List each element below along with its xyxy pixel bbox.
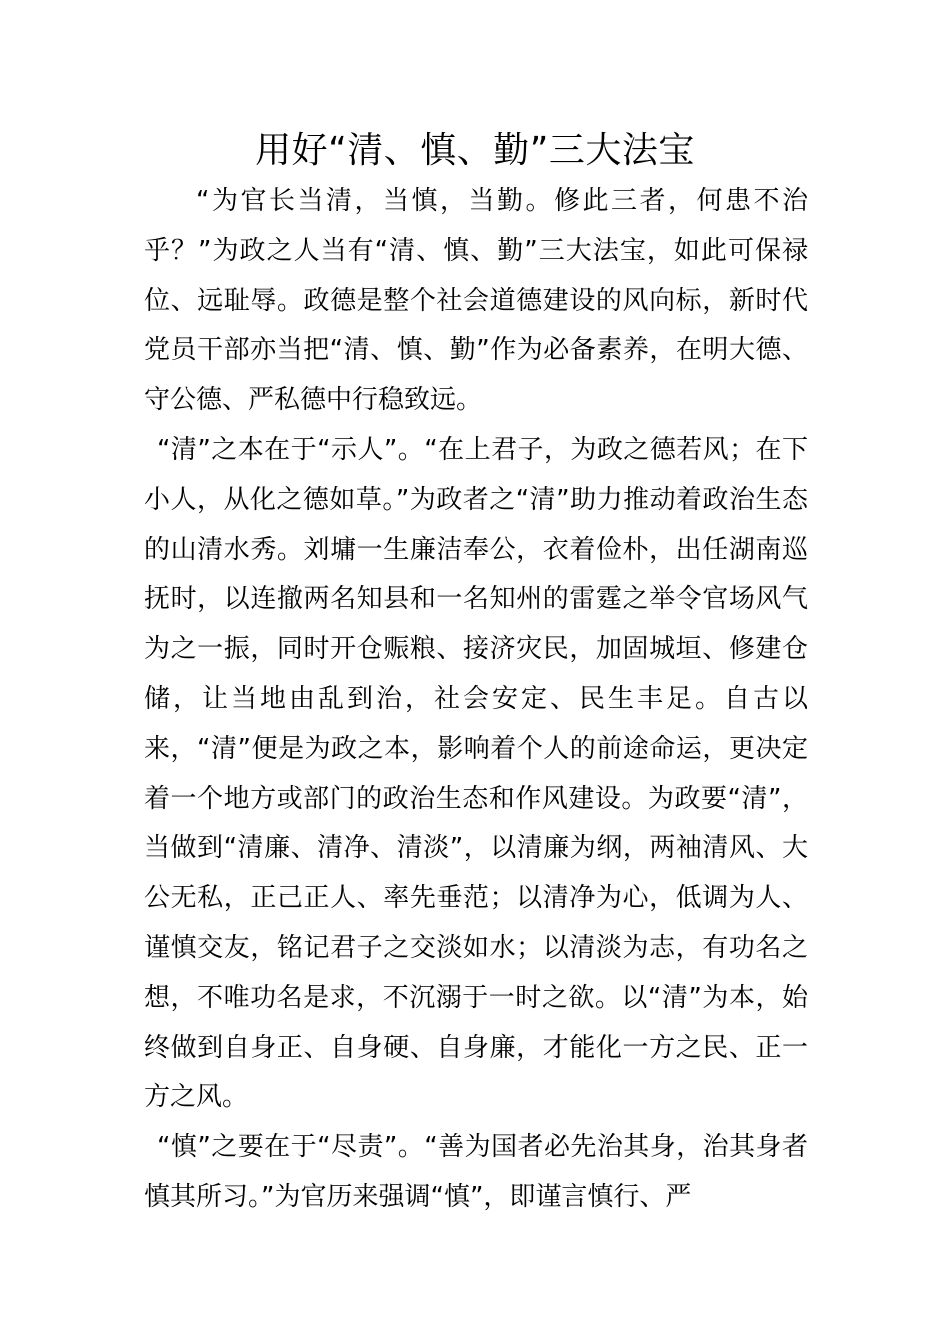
document-body bbox=[144, 177, 808, 1223]
paragraph-qing: “清”之本在于“示人”。“在上君子，为政之德若风；在下小人，从化之德如草。”为政者之“清”助力推动着政治生态的山清水秀。刘墉一生廉洁奉公，衣着俭朴，出任湖南巡抚时，以连撤两名知县和一名知州的雷霆之举令官场风气为之一振，同时开仓赈粮、接济灾民，加固城垣、修建仓储，让当地由乱到治，社会安定、民生丰足。自古以来，“清”便是为政之本，影响着个人的前途命运，更决定着一个地方或部门的政治生态和作风建设。为政要“清”，当做到“清廉、清净、清淡”，以清廉为纲，两袖清风、大公无私，正己正人、率先垂范；以清净为心，低调为人、谨慎交友，铭记君子之交淡如水；以清淡为志，有功名之想，不唯功名是求，不沉溺于一时之欲。以“清”为本，始终做到自身正、自身硬、自身廉，才能化一方之民、正一方之风。 bbox=[144, 434, 808, 1113]
paragraph-shen: “慎”之要在于“尽责”。“善为国者必先治其身，治其身者慎其所习。”为官历来强调“慎”，即谨言慎行、严 bbox=[144, 1132, 808, 1212]
paragraph-intro: “为官长当清，当慎，当勤。修此三者，何患不治乎？”为政之人当有“清、慎、勤”三大法宝，如此可保禄位、远耻辱。政德是整个社会道德建设的风向标，新时代党员干部亦当把“清、慎、勤”作为必备素养，在明大德、守公德、严私德中行稳致远。 bbox=[144, 186, 808, 416]
document-title: 用好“清、慎、勤”三大法宝 bbox=[255, 130, 695, 171]
